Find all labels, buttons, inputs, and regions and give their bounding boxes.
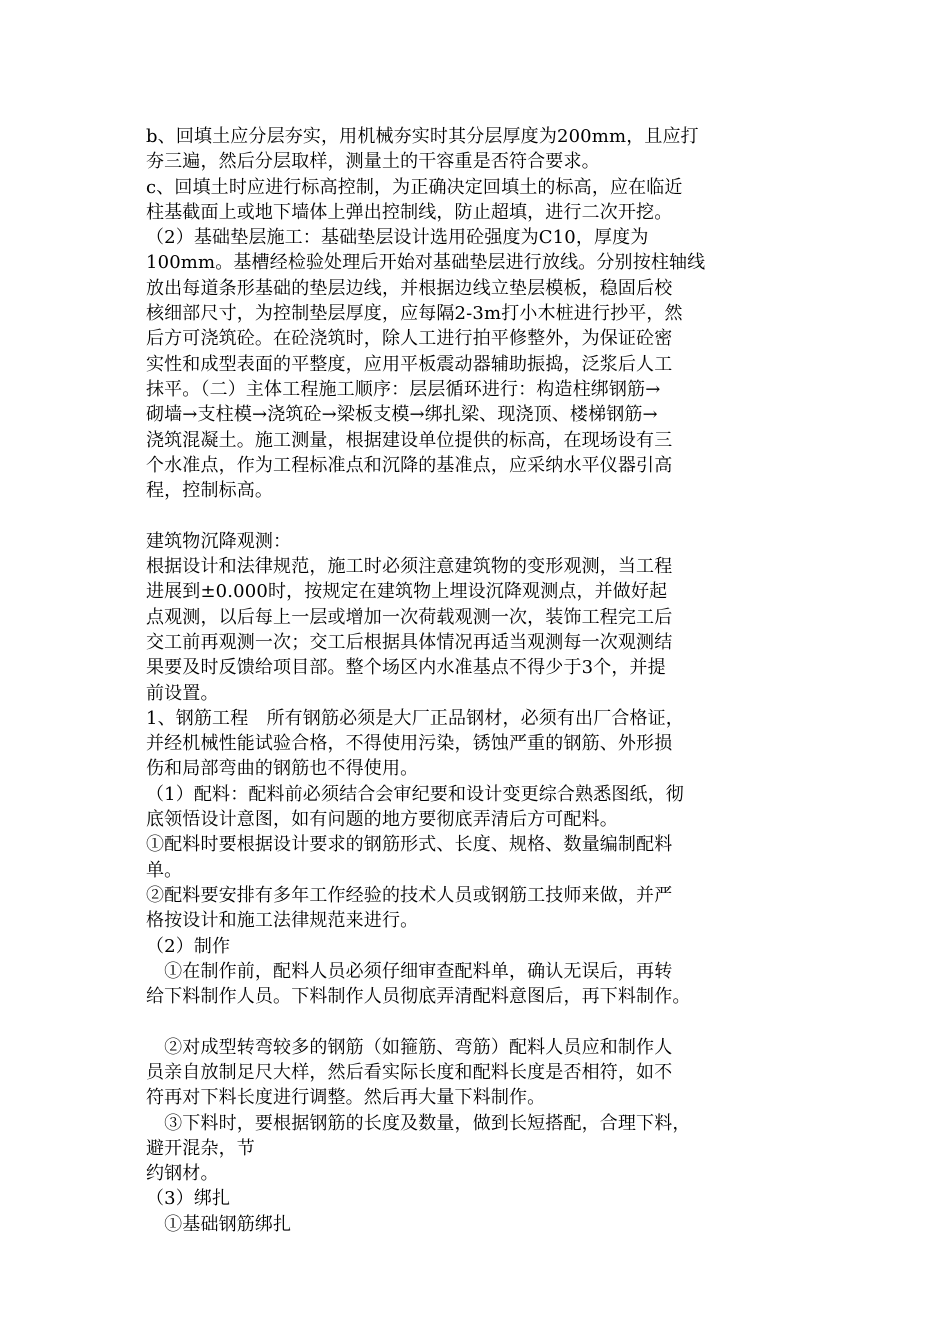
text-line: 符再对下料长度进行调整。然后再大量下料制作。 bbox=[146, 1087, 546, 1109]
text-line: 交工前再观测一次；交工后根据具体情况再适当观测每一次观测结 bbox=[146, 631, 673, 653]
text-line: 点观测，以后每上一层或增加一次荷载观测一次，装饰工程完工后 bbox=[146, 606, 673, 628]
text-line: 砌墙→支柱模→浇筑砼→梁板支模→绑扎梁、现浇顶、楼梯钢筋→ bbox=[146, 404, 658, 426]
text-line: 避开混杂，节 bbox=[146, 1137, 255, 1159]
text-line: 抹平。（二）主体工程施工顺序：层层循环进行：构造柱绑钢筋→ bbox=[146, 378, 661, 400]
text-line: 核细部尺寸，为控制垫层厚度，应每隔2-3m打小木桩进行抄平，然 bbox=[146, 303, 683, 325]
text-line: ①基础钢筋绑扎 bbox=[146, 1213, 292, 1235]
text-line: ②配料要安排有多年工作经验的技术人员或钢筋工技师来做，并严 bbox=[146, 884, 673, 906]
text-line: b、回填土应分层夯实，用机械夯实时其分层厚度为200mm，且应打 bbox=[146, 126, 699, 147]
text-line: （3）绑扎 bbox=[146, 1188, 231, 1210]
text-line: ②对成型转弯较多的钢筋（如箍筋、弯筋）配料人员应和制作人 bbox=[146, 1036, 673, 1058]
text-line: 底领悟设计意图，如有问题的地方要彻底弄清后方可配料。 bbox=[146, 809, 618, 831]
text-line: ③下料时，要根据钢筋的长度及数量，做到长短搭配，合理下料， bbox=[146, 1112, 691, 1134]
text-line: 根据设计和法律规范，施工时必须注意建筑物的变形观测，当工程 bbox=[146, 556, 673, 578]
text-line: 单。 bbox=[146, 859, 183, 881]
blank-line bbox=[146, 503, 810, 528]
text-line: （1）配料：配料前必须结合会审纪要和设计变更综合熟悉图纸，彻 bbox=[146, 783, 684, 805]
text-line: 放出每道条形基础的垫层边线，并根据边线立垫层模板，稳固后校 bbox=[146, 277, 673, 299]
text-line: 柱基截面上或地下墙体上弹出控制线，防止超填，进行二次开挖。 bbox=[146, 201, 673, 223]
blank-line bbox=[146, 1009, 810, 1034]
text-line: 员亲自放制足尺大样，然后看实际长度和配料长度是否相符，如不 bbox=[146, 1061, 673, 1083]
text-line: 格按设计和施工法律规范来进行。 bbox=[146, 910, 419, 932]
text-line: （2）基础垫层施工：基础垫层设计选用砼强度为C10，厚度为 bbox=[146, 227, 649, 249]
text-line: ①配料时要根据设计要求的钢筋形式、长度、规格、数量编制配料 bbox=[146, 834, 673, 856]
text-line: 1、钢筋工程 所有钢筋必须是大厂正品钢材，必须有出厂合格证， bbox=[146, 707, 684, 729]
text-line: 程，控制标高。 bbox=[146, 480, 274, 502]
text-line: 伤和局部弯曲的钢筋也不得使用。 bbox=[146, 758, 419, 780]
text-line: 给下料制作人员。下料制作人员彻底弄清配料意图后，再下料制作。 bbox=[146, 986, 691, 1008]
text-line: 前设置。 bbox=[146, 682, 219, 704]
text-line: 夯三遍，然后分层取样，测量土的干容重是否符合要求。 bbox=[146, 151, 600, 173]
text-line: 100mm。基槽经检验处理后开始对基础垫层进行放线。分别按柱轴线 bbox=[146, 252, 706, 274]
document-body bbox=[146, 124, 810, 1237]
text-line: 实性和成型表面的平整度，应用平板震动器辅助振捣，泛浆后人工 bbox=[146, 353, 673, 375]
text-line: （2）制作 bbox=[146, 935, 231, 957]
text-line: 后方可浇筑砼。在砼浇筑时，除人工进行拍平修整外，为保证砼密 bbox=[146, 328, 673, 350]
text-line: 建筑物沉降观测： bbox=[146, 530, 292, 552]
text-line: 并经机械性能试验合格，不得使用污染，锈蚀严重的钢筋、外形损 bbox=[146, 733, 673, 755]
text-line: 进展到±0.000时，按规定在建筑物上埋设沉降观测点，并做好起 bbox=[146, 581, 668, 603]
text-line: c、回填土时应进行标高控制，为正确决定回填土的标高，应在临近 bbox=[146, 176, 683, 198]
text-line: 约钢材。 bbox=[146, 1163, 219, 1185]
text-line: 浇筑混凝土。施工测量，根据建设单位提供的标高，在现场设有三 bbox=[146, 429, 673, 451]
text-line: ①在制作前，配料人员必须仔细审查配料单，确认无误后，再转 bbox=[146, 960, 673, 982]
text-line: 个水准点，作为工程标准点和沉降的基准点，应采纳水平仪器引高 bbox=[146, 454, 673, 476]
text-line: 果要及时反馈给项目部。整个场区内水准基点不得少于3个，并提 bbox=[146, 657, 666, 679]
